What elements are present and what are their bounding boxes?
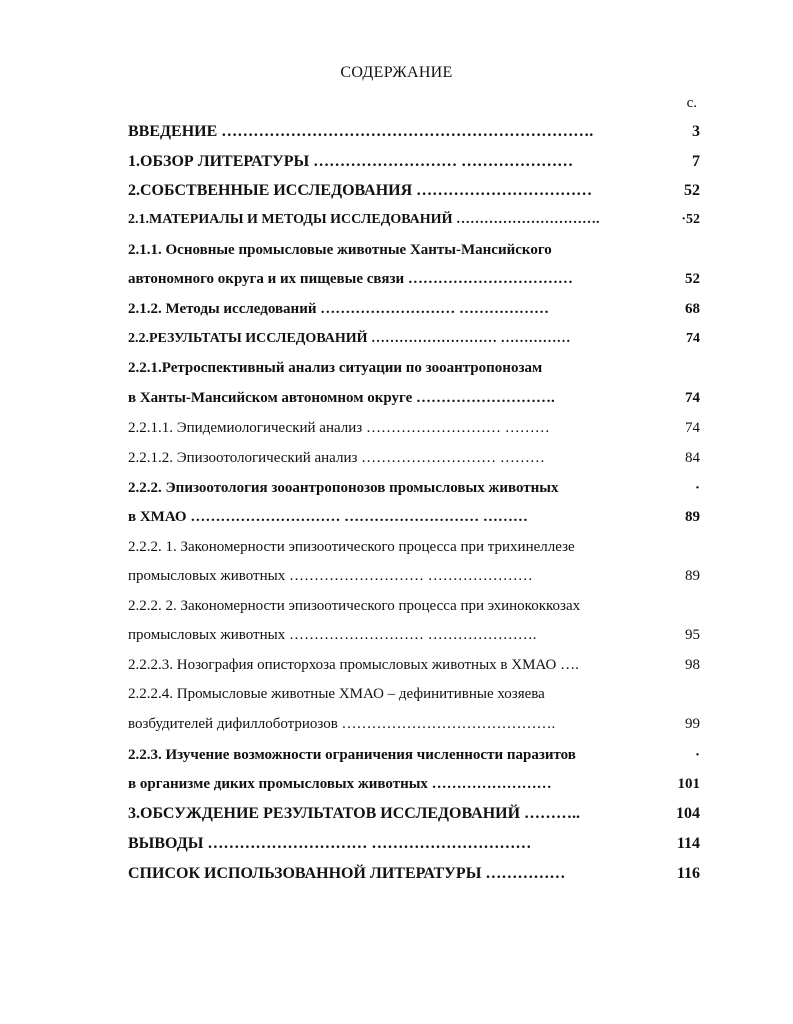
toc-line: промысловых животных ……………………… ………………… 89 bbox=[128, 568, 700, 584]
toc-line: 2.2.2. 2. Закономерности эпизоотического процесса при эхинококкозах bbox=[128, 598, 581, 614]
toc-line: СПИСОК ИСПОЛЬЗОВАННОЙ ЛИТЕРАТУРЫ …………… 116 bbox=[128, 865, 700, 882]
toc-line: 1.ОБЗОР ЛИТЕРАТУРЫ ……………………… ………………… 7 bbox=[128, 153, 700, 170]
toc-line: 2.2.1.2. Эпизоотологический анализ ……………………… ……… 84 bbox=[128, 450, 700, 466]
toc-line: 2.2.2.3. Нозография описторхоза промысловых животных в ХМАО …. 98 bbox=[128, 657, 700, 673]
toc-line: 2.2.3. Изучение возможности ограничения численности паразитов · bbox=[128, 747, 700, 763]
toc-line: 2.1.1. Основные промысловые животные Ханты-Мансийского bbox=[128, 242, 552, 258]
toc-line: 2.СОБСТВЕННЫЕ ИССЛЕДОВАНИЯ …………………………… 52 bbox=[128, 182, 700, 199]
toc-line: ВЫВОДЫ ………………………… ………………………… 114 bbox=[128, 835, 700, 852]
toc-line: 2.1.2. Методы исследований ……………………… ……………… 68 bbox=[128, 301, 700, 317]
toc-line: 2.2.1.1. Эпидемиологический анализ ……………………… ……… 74 bbox=[128, 420, 700, 436]
toc-line: 2.2.2. Эпизоотология зооантропонозов промысловых животных · bbox=[128, 480, 700, 496]
toc-line: 2.1.МАТЕРИАЛЫ И МЕТОДЫ ИССЛЕДОВАНИЙ …………………………. ·52 bbox=[128, 212, 700, 227]
toc-line: 2.2.РЕЗУЛЬТАТЫ ИССЛЕДОВАНИЙ ……………………… …………… 74 bbox=[128, 331, 700, 346]
toc-line: в ХМАО ………………………… ……………………… ……… 89 bbox=[128, 509, 700, 525]
toc-line: возбудителей дифиллоботриозов ……………………………………. 99 bbox=[128, 716, 700, 732]
toc-line: в организме диких промысловых животных …………………… 101 bbox=[128, 776, 700, 792]
toc-line: автономного округа и их пищевые связи …………………………… 52 bbox=[128, 271, 700, 287]
toc-line: промысловых животных ……………………… …………………. 95 bbox=[128, 627, 700, 643]
toc-line: 2.2.2.4. Промысловые животные ХМАО – дефинитивные хозяева bbox=[128, 686, 545, 702]
page-column-header: с. bbox=[686, 95, 697, 111]
toc-line: ВВЕДЕНИЕ ……………………………………………………………. 3 bbox=[128, 123, 700, 140]
page-title: СОДЕРЖАНИЕ bbox=[340, 64, 453, 81]
toc-line: 2.2.1.Ретроспективный анализ ситуации по зооантропонозам bbox=[128, 360, 543, 376]
toc-line: 2.2.2. 1. Закономерности эпизоотического процесса при трихинеллезе bbox=[128, 539, 575, 555]
toc-line: в Ханты-Мансийском автономном округе ………………………. 74 bbox=[128, 390, 700, 406]
toc-line: 3.ОБСУЖДЕНИЕ РЕЗУЛЬТАТОВ ИССЛЕДОВАНИЙ ……….. 104 bbox=[128, 805, 700, 822]
